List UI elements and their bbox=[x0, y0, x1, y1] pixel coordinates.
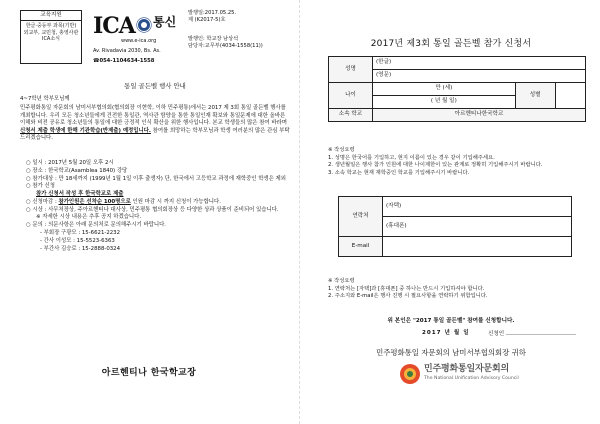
header-box-line: 외교부, 교민청, 총영사관 bbox=[23, 29, 79, 36]
event-inquiry: ○ 문의 : 의문사항은 아래 문의처로 문의해주시기 바랍니다. bbox=[26, 222, 166, 229]
gender-label: 성별 bbox=[515, 83, 555, 109]
contact-item: - 간사 이성모 : 15-5523-6363 bbox=[40, 237, 115, 244]
apply-detail: 참가 신청서 작성 후 한국학교로 제출 bbox=[36, 191, 124, 198]
home-phone-field[interactable]: (자택) bbox=[383, 197, 572, 217]
ica-logo bbox=[85, 8, 185, 68]
instruction-item: 1. 성명은 한국어를 기입하고, 현지 이름이 있는 경우 같이 기입해주세요. bbox=[328, 154, 495, 161]
notice-page bbox=[0, 0, 298, 424]
notice-paragraph-end: 참여를 희망하는 학부모님과 학생 여러분의 많은 관심 부탁드리겠습니다. bbox=[20, 127, 290, 142]
issuer: 발행인: 학교장 남상석 bbox=[188, 35, 239, 42]
date-line: 2017 년 월 일 bbox=[422, 330, 470, 336]
logo-brand: ICA bbox=[93, 13, 135, 39]
logo-address: Av. Rivadavia 2030, Bs. As. bbox=[93, 48, 161, 54]
notice-paragraph bbox=[20, 105, 292, 143]
school-label: 소속 학교 bbox=[329, 109, 373, 122]
instruction-item: 2. 생년월일은 행사 참가 인원에 대한 나이제한이 있는 관계로 정확히 기입해주시기 바랍니다. bbox=[328, 162, 543, 169]
form-instructions bbox=[328, 147, 590, 177]
signature-field[interactable] bbox=[506, 330, 576, 335]
signature-line bbox=[488, 330, 576, 338]
notice-body bbox=[20, 96, 292, 144]
council-emblem-icon bbox=[400, 364, 420, 384]
instructions-title: ※ 작성요령 bbox=[328, 147, 355, 153]
notice-emphasis: 신청서 제출 학생에 한해 기관학습(반제출) 예정입니다. bbox=[20, 127, 151, 134]
instruction-item: 1. 연락처는 [자택]과 [휴대폰] 중 하나는 반드시 기입하셔야 합니다. bbox=[328, 285, 485, 292]
event-target: ○ 참가대상 : 만 18세까지 (1999년 1월 1일 이후 출생자) 단, 한국에서 고등학교 과정에 재학중인 학생은 제외 bbox=[26, 175, 286, 182]
prize-note: ※ 자세한 시상 내용은 추후 공지 하겠습니다. bbox=[36, 214, 142, 221]
greeting: 4~7학년 학부모님께 bbox=[20, 96, 70, 102]
school-principal: 아르헨티나 한국학교장 bbox=[101, 368, 197, 378]
issue-meta bbox=[188, 10, 288, 64]
publish-date: 발행일:2017.05.25. bbox=[188, 10, 237, 16]
addressee: 민주평화통일 자문회의 남미서부협의회장 귀하 bbox=[376, 348, 526, 357]
header-box-title: 교육지원 bbox=[21, 11, 81, 21]
instruction-item: 3. 소속 학교는 현재 재학중인 학교를 기입해주시기 바랍니다. bbox=[328, 169, 470, 176]
name-english-field[interactable]: (영문) bbox=[373, 70, 586, 83]
deadline-emphasis: 참가인원은 선착순 100명으로 bbox=[58, 198, 131, 205]
doc-number: 제 (K2017-5)호 bbox=[188, 16, 226, 23]
application-page bbox=[302, 0, 600, 424]
logo-service: 통신 bbox=[153, 15, 177, 29]
globe-icon bbox=[137, 18, 151, 32]
event-place: ○ 장소 : 한국학교(Asamblea 1840) 강당 bbox=[26, 167, 128, 174]
birthdate-field[interactable]: ( 년 월 일) bbox=[373, 96, 516, 109]
council-english-name: The National Unification Advisory Council bbox=[424, 376, 519, 381]
event-deadline bbox=[26, 199, 292, 207]
contact-item: - 부회장 구광모 : 15-6621-2232 bbox=[40, 230, 121, 237]
consent-statement: 위 본인은 "2017 통일 골든벨" 참여를 신청합니다. bbox=[387, 318, 515, 324]
school-field: 아르헨티나한국학교 bbox=[373, 109, 586, 122]
logo-url: www.e-ica.org bbox=[121, 38, 157, 44]
gender-field[interactable] bbox=[555, 83, 585, 109]
logo-phone: ☎054-1104634-1558 bbox=[93, 58, 155, 64]
event-prize: ○ 시상 : 사무처장상, 주아르헨티나 대사상, 민주평통 협의회장상 등 다양한 상과 상품이 준비되어 있습니다. bbox=[26, 206, 279, 213]
applicant-table bbox=[328, 56, 586, 122]
email-label: E-mail bbox=[339, 237, 383, 257]
notice-paragraph-text: 민주평화통일 자문회의 남미서부협의회(협의회장 이현학, 이하 민주평통)에서는 2017 제 3회 통일 골든벨 행사를 개최합니다. 우리 모든 청소년들에게 건전한 통일관, 역사관 함양을 통한 통일인재 확보와 통일문제에 대한 올바른 이해와 비전 공유로 청소년들의 통일에 대한 긍정적 인식 확산을 위한 행사입니다. 본교 학생들의 많은 참여 바라며 bbox=[20, 104, 287, 127]
signature-label: 신청인 bbox=[488, 331, 505, 337]
age-field[interactable]: 만 (세) bbox=[373, 83, 516, 96]
header-box bbox=[20, 10, 82, 64]
deadline-label: ○ 신청마감 : bbox=[26, 198, 57, 205]
age-label: 나이 bbox=[329, 83, 373, 109]
header-box-body bbox=[21, 21, 81, 45]
header-box-line: ICA소식 bbox=[41, 36, 61, 43]
deadline-rest: 인원 마감 시 까지 신청이 가능합니다. bbox=[132, 198, 221, 205]
contact-instructions bbox=[328, 278, 590, 301]
council-logo bbox=[400, 362, 530, 388]
notice-title: 통일 골든벨 행사 안내 bbox=[124, 82, 186, 90]
name-korean-field[interactable]: (한글) bbox=[373, 57, 586, 70]
event-date: ○ 일시 : 2017년 5월 20일 오후 2시 bbox=[26, 160, 114, 166]
contact-item: - 부간사 김승로 : 15-2888-0324 bbox=[40, 245, 121, 252]
contact-list bbox=[26, 230, 292, 253]
name-label: 성명 bbox=[329, 57, 373, 83]
contact-label: 연락처 bbox=[339, 197, 383, 237]
header-box-line: 한글·중등부 과목(기반) bbox=[25, 23, 77, 30]
form-title: 2017년 제3회 통일 골든벨 참가 신청서 bbox=[370, 39, 532, 49]
event-apply: ○ 참가 신청 bbox=[26, 183, 55, 190]
instruction-item: 2. 주소지와 E-mail은 행사 진행 시 필요사항을 연락하기 위함입니다. bbox=[328, 293, 488, 300]
mobile-phone-field[interactable]: (휴대폰) bbox=[383, 217, 572, 237]
council-name: 민주평화통일자문회의 bbox=[424, 364, 509, 374]
event-details bbox=[26, 160, 292, 253]
instructions-title: ※ 작성요령 bbox=[328, 278, 355, 284]
contact-table bbox=[338, 196, 572, 257]
page-divider bbox=[299, 0, 300, 424]
contact-person: 담당자:교무부(4034-1558(11)) bbox=[188, 42, 263, 49]
email-field[interactable] bbox=[383, 237, 572, 257]
